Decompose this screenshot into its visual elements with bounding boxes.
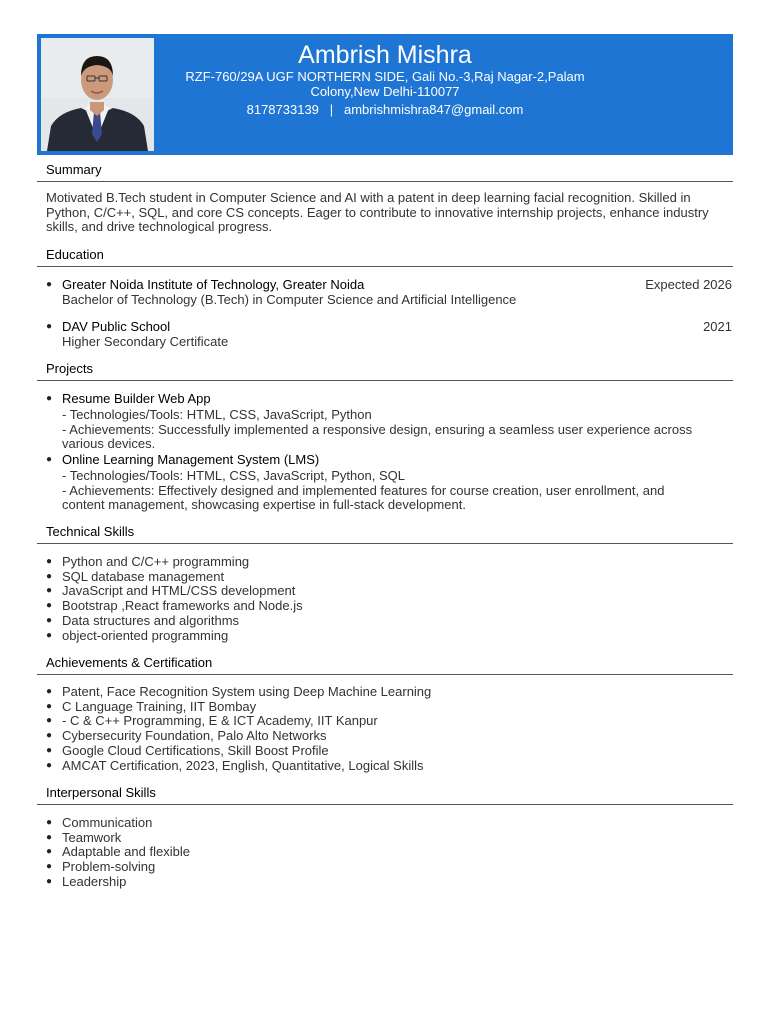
project-tools: - Technologies/Tools: HTML, CSS, JavaScript, Python, SQL: [62, 468, 405, 483]
bullet: ●: [46, 831, 53, 843]
achievement-text: AMCAT Certification, 2023, English, Quantitative, Logical Skills: [62, 757, 424, 773]
list-item: [46, 759, 431, 774]
degree: Bachelor of Technology (B.Tech) in Computer Science and Artificial Intelligence: [62, 292, 517, 307]
candidate-name: Ambrish Mishra: [298, 41, 472, 69]
project-name: Online Learning Management System (LMS): [62, 452, 320, 467]
list-item: [46, 685, 431, 700]
bullet: ●: [46, 556, 53, 567]
bullet: ●: [46, 614, 53, 626]
section-title: Interpersonal Skills: [46, 785, 156, 800]
profile-photo-image: [41, 38, 154, 151]
bullet: ●: [46, 629, 53, 641]
skill-text: object-oriented programming: [62, 627, 229, 643]
summary-text: [46, 191, 730, 235]
bullet: ●: [46, 817, 53, 828]
address-line-2: Colony,New Delhi-110077: [310, 84, 460, 99]
contact-line: [165, 102, 605, 118]
email-address[interactable]: ambrishmishra847@gmail.com: [344, 102, 524, 117]
bullet: ●: [46, 279, 53, 290]
bullet: ●: [46, 861, 53, 873]
list-item: [46, 831, 190, 846]
bullet: ●: [46, 715, 53, 727]
section-achievements-header: [37, 648, 733, 675]
summary-line: Python, C/C++, SQL, and core CS concepts. Eager to contribute to innovative internship projects, enhance industry: [46, 204, 709, 220]
list-item: [46, 816, 190, 831]
bullet: ●: [46, 730, 53, 742]
profile-photo: [41, 38, 154, 151]
bullet: ●: [46, 600, 53, 612]
interpersonal-text: Communication: [62, 815, 153, 830]
bullet: ●: [46, 454, 53, 465]
bullet: ●: [46, 875, 53, 887]
achievement-text: - C & C++ Programming, E & ICT Academy, IIT Kanpur: [62, 713, 378, 729]
achievement-text: Cybersecurity Foundation, Palo Alto Networks: [62, 728, 327, 744]
section-title: Summary: [46, 162, 102, 177]
bullet: ●: [46, 744, 53, 756]
list-item: [46, 584, 303, 599]
project-name: Resume Builder Web App: [62, 391, 211, 406]
project-tools: - Technologies/Tools: HTML, CSS, JavaScript, Python: [62, 407, 372, 422]
list-item: [46, 614, 303, 629]
bullet: ●: [46, 570, 53, 582]
bullet: ●: [46, 700, 53, 712]
achievement-text: Patent, Face Recognition System using Deep Machine Learning: [62, 684, 432, 699]
address-line-1: RZF-760/29A UGF NORTHERN SIDE, Gali No.-3,Raj Nagar-2,Palam: [185, 69, 585, 84]
list-item: [46, 599, 303, 614]
skill-text: Data structures and algorithms: [62, 612, 240, 628]
section-skills-header: [37, 517, 733, 544]
interpersonal-text: Leadership: [62, 873, 127, 889]
list-item: [46, 729, 431, 744]
list-item: [46, 629, 303, 644]
project-achievements-cont: various devices.: [62, 436, 156, 451]
achievements-list: [46, 685, 431, 773]
list-item: [46, 875, 190, 890]
achievement-text: C Language Training, IIT Bombay: [62, 698, 257, 714]
list-item: [46, 714, 431, 729]
summary-line: skills, and drive technological progress.: [46, 219, 273, 234]
bullet: ●: [46, 321, 53, 332]
resume-header: [37, 34, 733, 155]
list-item: [46, 860, 190, 875]
bullet: ●: [46, 846, 53, 858]
degree: Higher Secondary Certificate: [62, 334, 229, 349]
section-interpersonal-header: [37, 778, 733, 805]
section-projects-header: [37, 354, 733, 381]
interpersonal-list: [46, 816, 190, 890]
interpersonal-text: Teamwork: [62, 829, 122, 845]
list-item: [46, 700, 431, 715]
education-date: Expected 2026: [645, 277, 732, 292]
bullet: ●: [46, 393, 53, 404]
section-summary-header: [37, 155, 733, 182]
interpersonal-text: Adaptable and flexible: [62, 844, 190, 860]
bullet: ●: [46, 759, 53, 771]
section-title: Projects: [46, 361, 93, 376]
section-title: Education: [46, 247, 104, 262]
skill-text: Bootstrap ,React frameworks and Node.js: [62, 598, 303, 614]
skill-text: Python and C/C++ programming: [62, 554, 250, 569]
bullet: ●: [46, 686, 53, 697]
school-name: DAV Public School: [62, 319, 171, 334]
project-achievements: - Achievements: Successfully implemented a responsive design, ensuring a seamless user experience across: [62, 421, 693, 437]
bullet: ●: [46, 585, 53, 597]
list-item: [46, 555, 303, 570]
project-detail: [62, 408, 732, 452]
skill-text: SQL database management: [62, 568, 225, 584]
list-item: [46, 570, 303, 585]
interpersonal-text: Problem-solving: [62, 859, 156, 875]
section-title: Achievements & Certification: [46, 655, 213, 670]
contact-separator: |: [329, 102, 334, 117]
skill-text: JavaScript and HTML/CSS development: [62, 583, 296, 599]
achievement-text: Google Cloud Certifications, Skill Boost Profile: [62, 742, 329, 758]
project-achievements-cont: content management, showcasing expertise in full-stack development.: [62, 497, 466, 512]
phone-number: 8178733139: [246, 102, 319, 117]
list-item: [46, 845, 190, 860]
project-achievements: - Achievements: Effectively designed and implemented features for course creation, user enrollment, and: [62, 482, 665, 498]
skills-list: [46, 555, 303, 643]
section-education-header: [37, 240, 733, 267]
address: [165, 69, 605, 99]
education-date: 2021: [703, 319, 732, 334]
summary-line: Motivated B.Tech student in Computer Science and AI with a patent in deep learning facial recognition. Skilled in: [46, 190, 691, 205]
school-name: Greater Noida Institute of Technology, Greater Noida: [62, 277, 365, 292]
list-item: [46, 744, 431, 759]
project-detail: [62, 469, 732, 513]
section-title: Technical Skills: [46, 524, 135, 539]
